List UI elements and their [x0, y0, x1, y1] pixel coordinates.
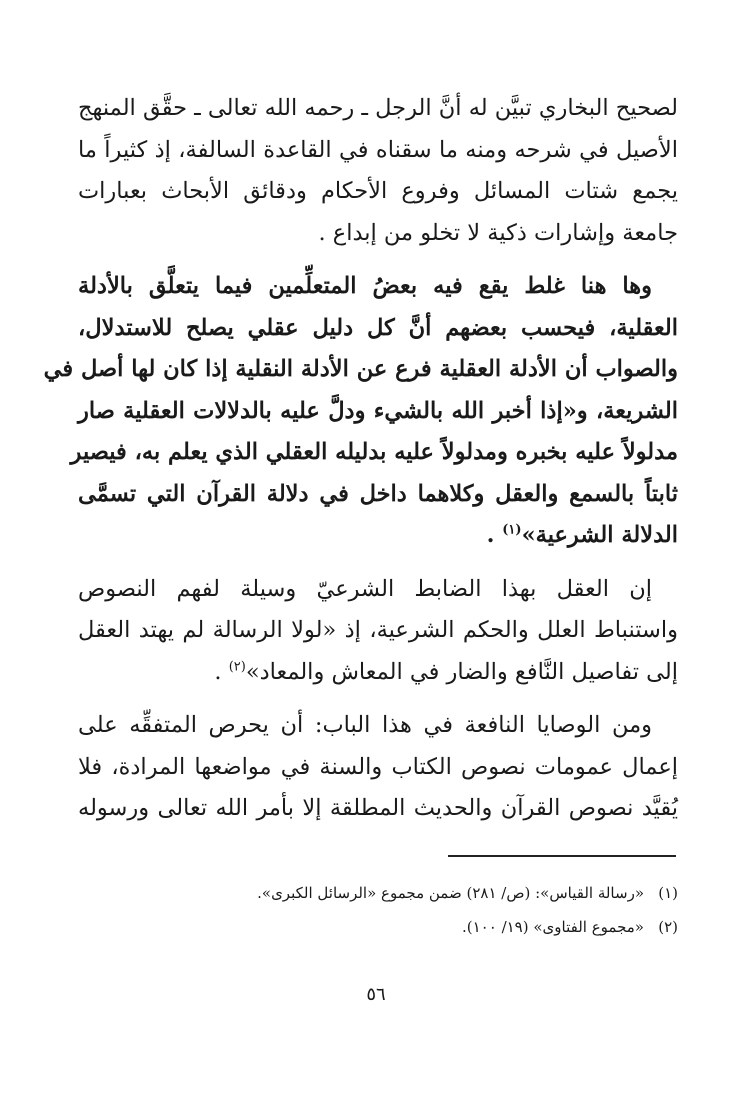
- footnote-number: (١): [658, 884, 678, 902]
- text-line: الشريعة، و«إذا أخبر الله بالشيء ودلَّ عليه بالدلالات العقلية صار: [78, 397, 678, 424]
- text-line: واستنباط العلل والحكم الشرعية، إذ «لولا الرسالة لم يهتد العقل: [78, 617, 678, 643]
- text-line: الدلالة الشرعية»: [521, 522, 678, 548]
- line-tail: .: [486, 522, 503, 548]
- text-line: لصحيح البخاري تبيَّن له أنَّ الرجل ـ رحمه الله تعالى ـ حقَّق المنهج: [78, 95, 678, 121]
- text-line: الأصيل في شرحه ومنه ما سقناه في القاعدة السالفة، إذ كثيراً ما: [78, 136, 678, 163]
- text-line: ثابتاً بالسمع والعقل وكلاهما داخل في دلالة القرآن التي تسمَّى: [78, 480, 678, 507]
- text-line: وها هنا غلط يقع فيه بعضُ المتعلِّمين فيما يتعلَّق بالأدلة: [78, 273, 652, 299]
- footnote-1: [78, 876, 678, 910]
- text-line: مدلولاً عليه بخبره ومدلولاً عليه بدليله العقلي الذي يعلم به، فيصير: [70, 439, 678, 465]
- paragraph-2: [43, 266, 678, 557]
- text-line: إعمال عمومات نصوص الكتاب والسنة في مواضعها المرادة، فلا: [78, 753, 678, 780]
- text-line: إن العقل بهذا الضابط الشرعيّ وسيلة لفهم النصوص: [78, 575, 652, 602]
- paragraph-1: [78, 88, 678, 254]
- footnotes: [78, 876, 678, 944]
- page-number: ٥٦: [366, 984, 386, 1005]
- text-line-with-ref: [78, 515, 678, 557]
- text-line: إلى تفاصيل النَّافع والضار في المعاش والمعاد»: [245, 658, 678, 685]
- page-body: [43, 88, 678, 830]
- paragraph-4: [78, 705, 678, 830]
- footnote-text: «رسالة القياس»: (ص/ ٢٨١) ضمن مجموع «الرسائل الكبرى».: [257, 884, 644, 902]
- text-line: يجمع شتات المسائل وفروع الأحكام ودقائق الأبحاث بعبارات: [78, 178, 678, 204]
- footnote-number: (٢): [658, 918, 678, 936]
- text-line: يُقيَّد نصوص القرآن والحديث المطلقة إلا بأمر الله تعالى ورسوله: [78, 795, 678, 821]
- footnote-ref-2[interactable]: (٢): [228, 659, 246, 674]
- text-line: العقلية، فيحسب بعضهم أنَّ كل دليل عقلي يصلح للاستدلال،: [78, 314, 678, 341]
- footnote-text: «مجموع الفتاوى» (١٩/ ١٠٠).: [462, 918, 644, 936]
- text-line: والصواب أن الأدلة العقلية فرع عن الأدلة النقلية إذا كان لها أصل في: [43, 356, 678, 382]
- line-tail: .: [214, 658, 229, 685]
- footnote-ref-1[interactable]: (١): [502, 522, 522, 538]
- footnote-separator: [448, 855, 676, 857]
- text-line-with-ref: [78, 652, 678, 694]
- paragraph-3: [78, 569, 678, 694]
- text-line: ومن الوصايا النافعة في هذا الباب: أن يحرص المتفقِّه على: [78, 712, 652, 738]
- footnote-2: [78, 910, 678, 944]
- text-line: جامعة وإشارات ذكية لا تخلو من إبداع .: [318, 219, 678, 246]
